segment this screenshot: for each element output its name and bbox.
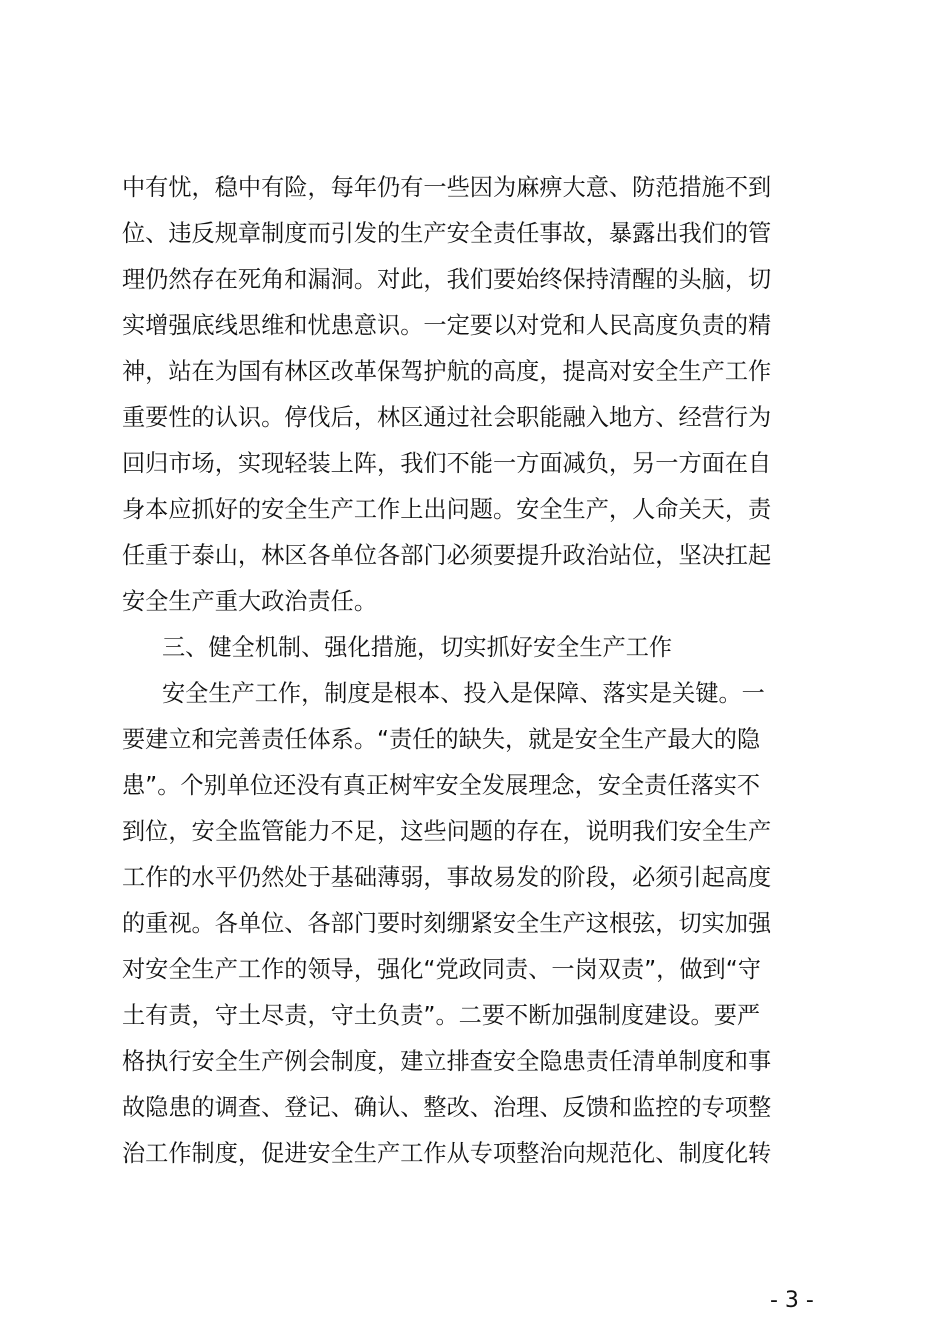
text-line: 对安全生产工作的领导，强化“党政同责、一岗双责”，做到“守 — [122, 956, 761, 983]
section-heading: 三、健全机制、强化措施，切实抓好安全生产工作 — [162, 634, 673, 661]
text-line: 治工作制度，促进安全生产工作从专项整治向规范化、制度化转 — [122, 1140, 772, 1167]
text-line: 工作的水平仍然处于基础薄弱，事故易发的阶段，必须引起高度 — [122, 864, 772, 891]
text-line: 格执行安全生产例会制度，建立排查安全隐患责任清单制度和事 — [122, 1048, 772, 1075]
text-line: 到位，安全监管能力不足，这些问题的存在，说明我们安全生产 — [122, 818, 772, 845]
text-line: 理仍然存在死角和漏洞。对此，我们要始终保持清醒的头脑，切 — [122, 266, 772, 293]
text-line: 土有责，守土尽责，守土负责”。二要不断加强制度建设。要严 — [122, 1002, 761, 1029]
text-line: 回归市场，实现轻装上阵，我们不能一方面减负，另一方面在自 — [122, 450, 772, 477]
text-line: 重要性的认识。停伐后，林区通过社会职能融入地方、经营行为 — [122, 404, 772, 431]
document-body — [122, 168, 862, 1180]
page-number: - 3 - — [770, 1288, 814, 1313]
text-line: 实增强底线思维和忧患意识。一定要以对党和人民高度负责的精 — [122, 312, 772, 339]
text-line: 安全生产重大政治责任。 — [122, 588, 378, 615]
text-line: 位、违反规章制度而引发的生产安全责任事故，暴露出我们的管 — [122, 220, 772, 247]
text-line: 任重于泰山，林区各单位各部门必须要提升政治站位，坚决扛起 — [122, 542, 772, 569]
text-line: 神，站在为国有林区改革保驾护航的高度，提高对安全生产工作 — [122, 358, 772, 385]
text-line: 身本应抓好的安全生产工作上出问题。安全生产，人命关天，责 — [122, 496, 772, 523]
text-line: 故隐患的调查、登记、确认、整改、治理、反馈和监控的专项整 — [122, 1094, 772, 1121]
text-line: 安全生产工作，制度是根本、投入是保障、落实是关键。一 — [162, 680, 765, 707]
text-line: 患”。个别单位还没有真正树牢安全发展理念，安全责任落实不 — [122, 772, 761, 799]
text-line: 要建立和完善责任体系。“责任的缺失，就是安全生产最大的隐 — [122, 726, 761, 753]
text-line: 的重视。各单位、各部门要时刻绷紧安全生产这根弦，切实加强 — [122, 910, 772, 937]
text-line: 中有忧，稳中有险，每年仍有一些因为麻痹大意、防范措施不到 — [122, 174, 772, 201]
